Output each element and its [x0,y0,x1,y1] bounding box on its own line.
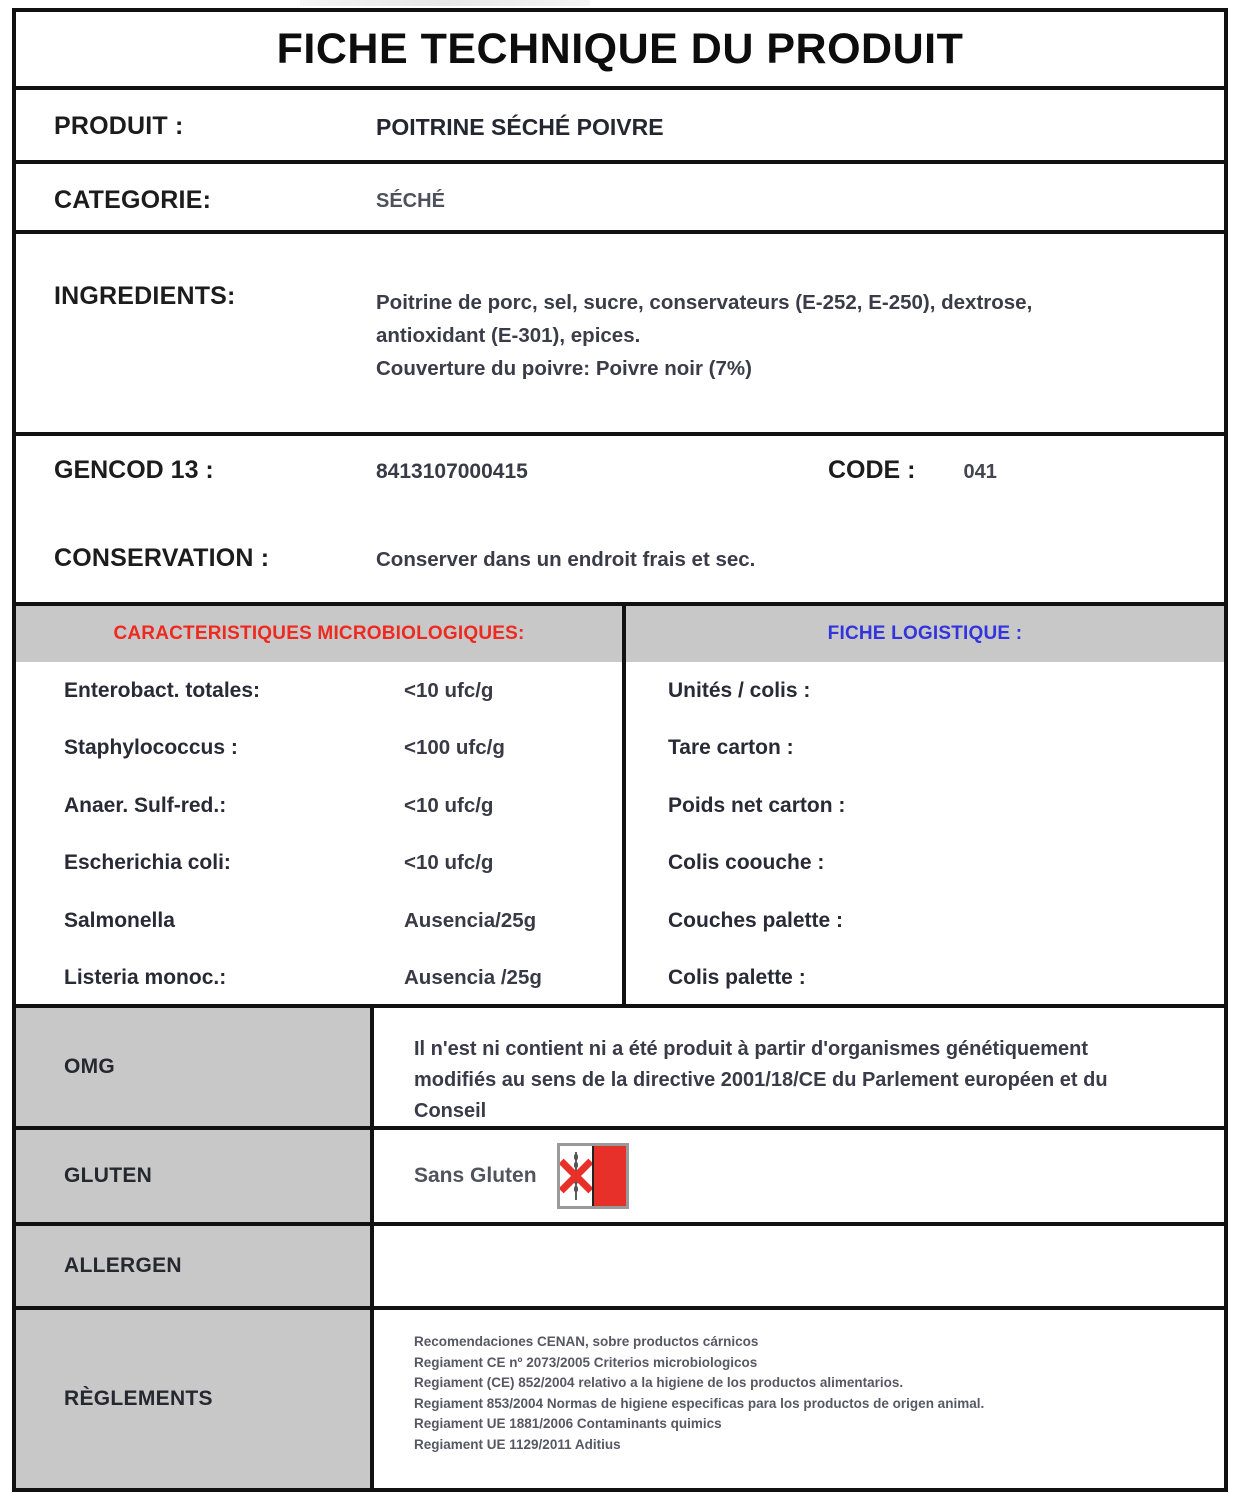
ingredients-row [16,234,1224,436]
omg-row [16,1008,1224,1130]
list-item: Tare carton : [668,736,794,760]
ingredients-label: INGREDIENTS: [54,282,236,310]
micro-value: Ausencia/25g [404,908,537,932]
micro-value: Ausencia /25g [404,966,542,990]
gluten-label: GLUTEN [16,1130,374,1222]
table-row [16,777,622,835]
gluten-row [16,1130,1224,1226]
list-item: Regiament CE nº 2073/2005 Criterios microbiologicos [414,1354,758,1370]
micro-name: Listeria monoc.: [64,966,227,990]
microbiological-list [16,662,622,1007]
list-item: Recomendaciones CENAN, sobre productos cárnicos [414,1334,759,1349]
omg-text [374,1008,1224,1127]
reglements-label: RÈGLEMENTS [16,1310,374,1488]
reglements-body [374,1310,1224,1488]
categorie-value: SÉCHÉ [376,190,445,212]
conservation-label: CONSERVATION : [54,544,270,572]
omg-line-2: modifiés au sens de la directive 2001/18/CE du Parlement européen et du [414,1069,1108,1091]
micro-value: <10 ufc/g [404,851,494,875]
logistics-list [626,662,1224,1007]
reglements-list [374,1310,1224,1455]
micro-value: <10 ufc/g [404,793,494,817]
micro-name: Salmonella [64,908,175,932]
gencod-label: GENCOD 13 : [54,456,214,484]
ingredients-text [376,234,1224,386]
micro-logistics-block [16,606,1224,1008]
micro-name: Enterobact. totales: [64,678,261,702]
allergen-row [16,1226,1224,1310]
allergen-value [374,1226,1224,1306]
omg-line-3: Conseil [414,1100,487,1122]
omg-body [374,1008,1224,1126]
ingredients-line-3: Couverture du poivre: Poivre noir (7%) [376,357,752,381]
gluten-value: Sans Gluten [414,1164,537,1187]
list-item: Poids net carton : [668,793,846,817]
logistics-header: FICHE LOGISTIQUE : [626,606,1224,662]
conservation-value: Conserver dans un endroit frais et sec. [376,548,756,571]
micro-value: <10 ufc/g [404,678,494,702]
table-row [16,892,622,950]
microbiological-header: CARACTERISTIQUES MICROBIOLOGIQUES: [16,606,622,662]
list-item: Regiament (CE) 852/2004 relativo a la higiene de los productos alimentarios. [414,1375,904,1391]
table-row [16,835,622,893]
micro-name: Staphylococcus : [64,736,238,760]
micro-value: <100 ufc/g [404,736,505,760]
omg-label: OMG [16,1008,374,1126]
code-value: 041 [963,461,997,483]
micro-name: Anaer. Sulf-red.: [64,793,227,817]
list-item: Regiament UE 1129/2011 Aditius [414,1436,621,1452]
produit-label: PRODUIT : [54,112,184,140]
ingredients-line-1: Poitrine de porc, sel, sucre, conservateurs (E-252, E-250), dextrose, [376,291,1033,314]
cross-out-mark [560,1146,592,1206]
title-row [16,12,1224,90]
ingredients-line-2: antioxidant (E-301), epices. [376,324,641,348]
produit-row [16,90,1224,164]
gencod-value: 8413107000415 [376,460,528,483]
conservation-row [16,514,1224,602]
list-item: Regiament 853/2004 Normas de higiene especificas para los productos de origen animal. [414,1395,985,1411]
list-item: Regiament UE 1881/2006 Contaminants quimics [414,1416,722,1432]
produit-value: POITRINE SÉCHÉ POIVRE [376,114,664,140]
categorie-row [16,164,1224,234]
list-item: Colis palette : [668,966,806,990]
list-item: Couches palette : [668,908,844,932]
list-item: Colis coouche : [668,851,825,875]
omg-line-1: Il n'est ni contient ni a été produit à partir d'organismes génétiquement [414,1038,1089,1060]
microbiological-column [16,606,626,1004]
reglements-row [16,1310,1224,1488]
crossed-wheat-icon-right [592,1146,626,1206]
scan-artifact [300,0,590,6]
gluten-body [374,1130,1224,1222]
categorie-label: CATEGORIE: [54,186,212,214]
table-row [16,720,622,778]
crossed-wheat-icon [557,1143,629,1209]
logistics-column [626,606,1224,1004]
code-label: CODE : [828,456,916,484]
micro-name: Escherichia coli: [64,851,231,875]
table-row [16,950,622,1008]
table-row [16,662,622,720]
gencod-row [16,436,1224,606]
list-item: Unités / colis : [668,678,811,702]
crossed-wheat-icon-left [560,1146,592,1206]
page-title: FICHE TECHNIQUE DU PRODUIT [276,24,964,73]
allergen-label: ALLERGEN [16,1226,374,1306]
product-technical-sheet [12,8,1228,1492]
